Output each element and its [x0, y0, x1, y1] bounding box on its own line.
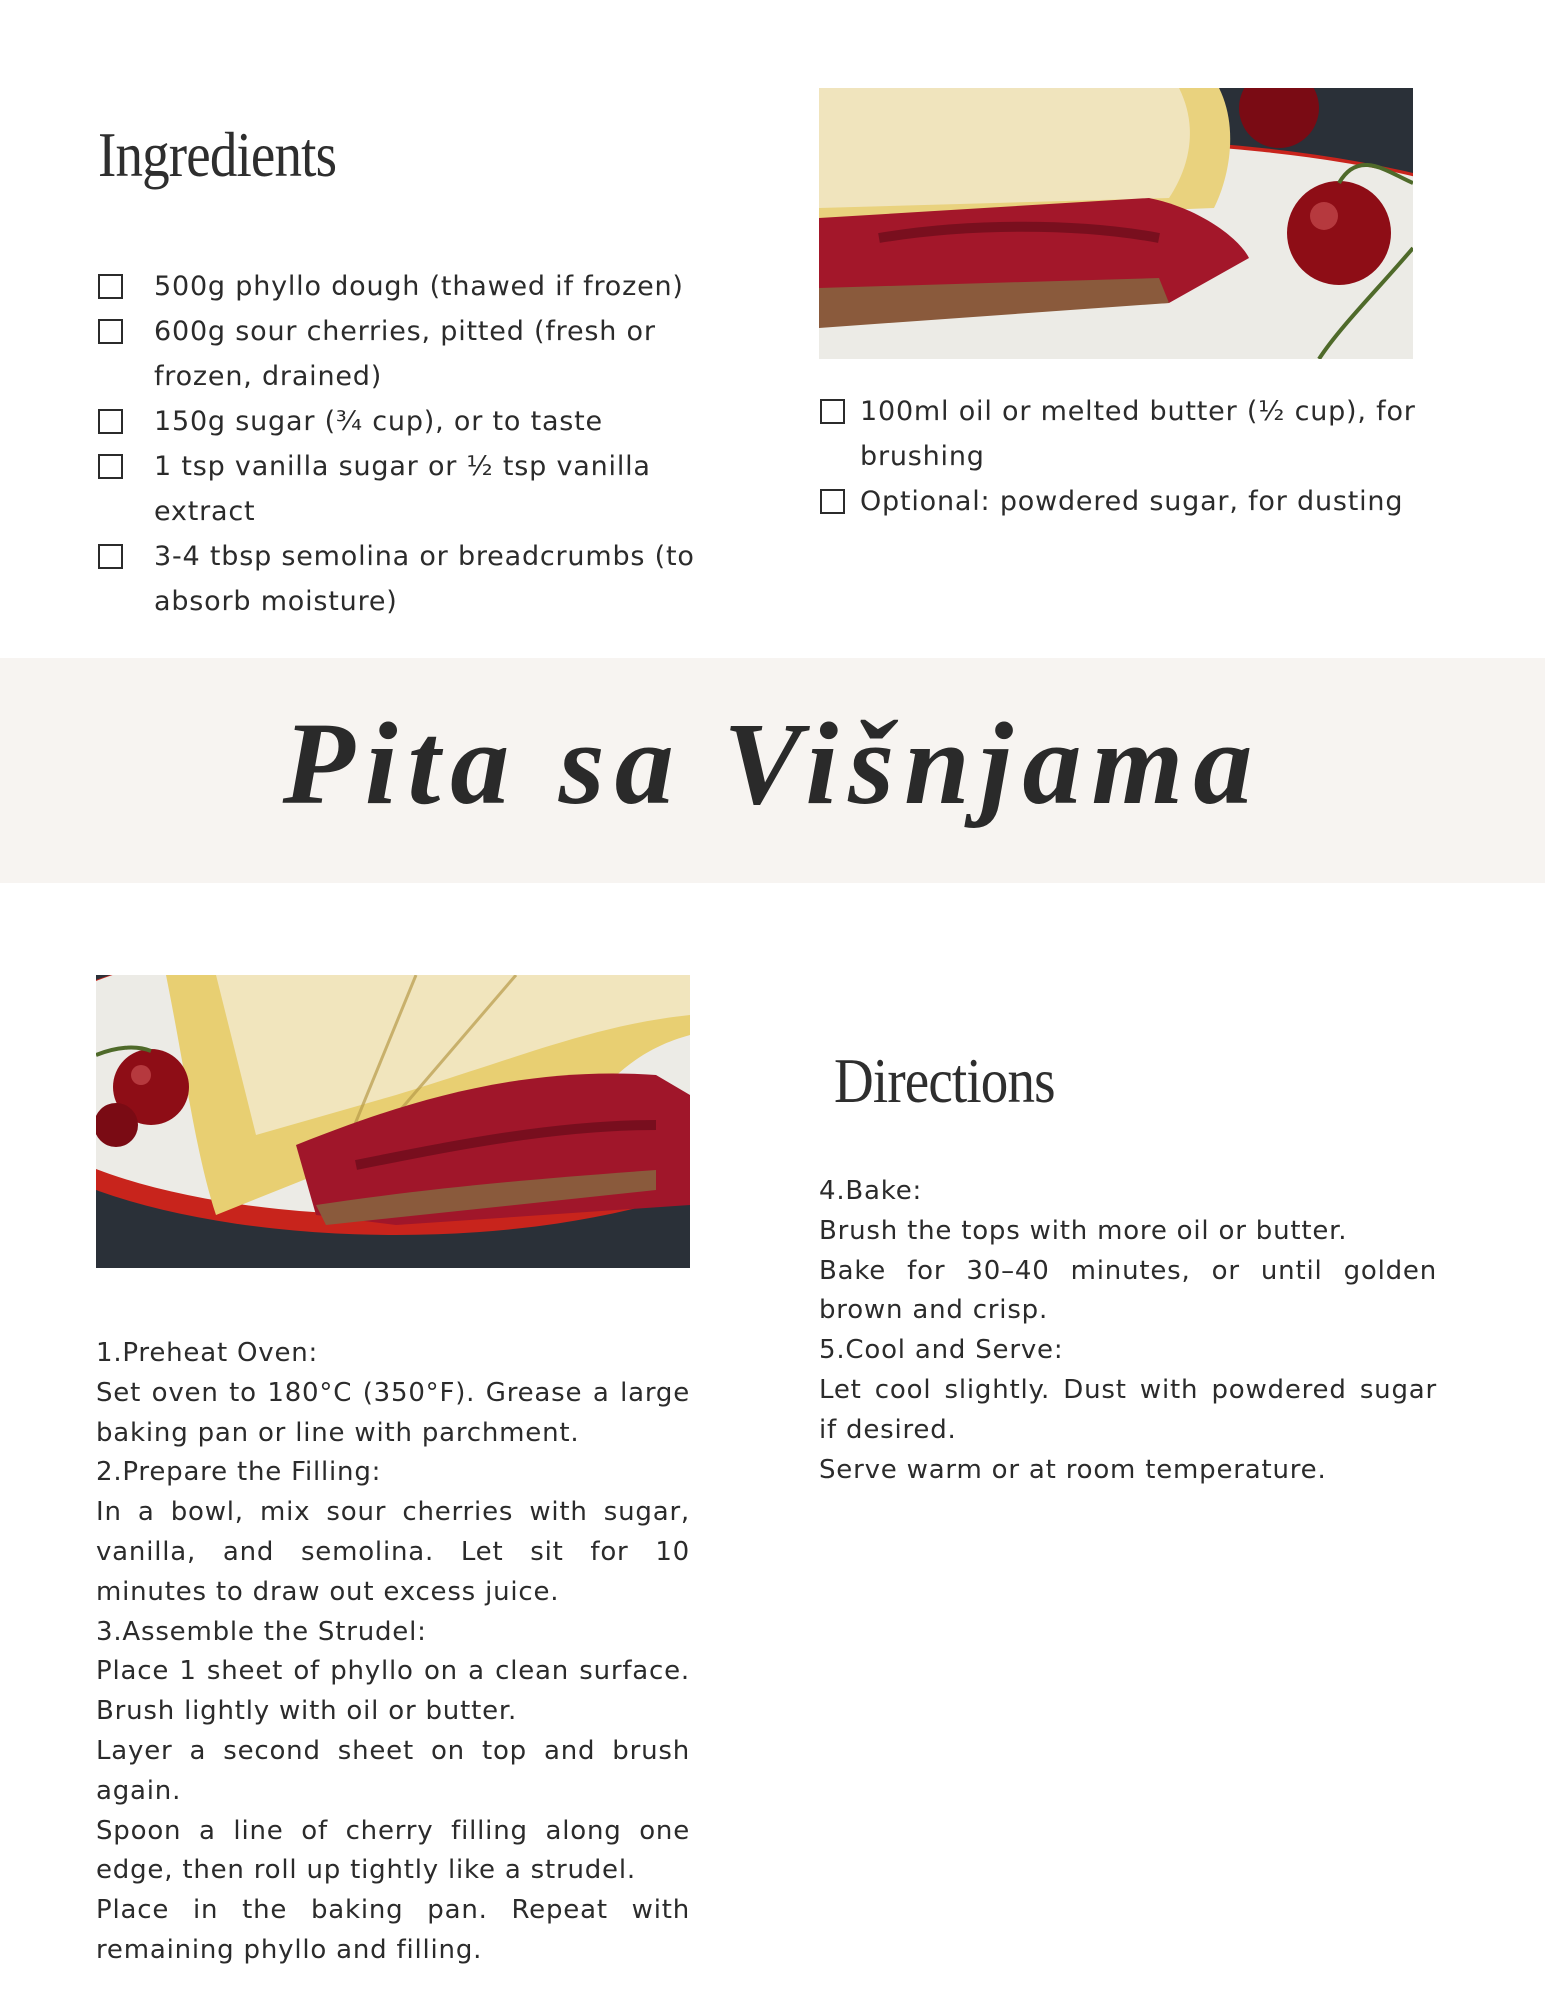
directions-right-column [819, 1172, 1437, 1490]
direction-line: Place 1 sheet of phyllo on a clean surface. Brush lightly with oil or butter. [96, 1656, 690, 1727]
strudel-photo-top-image [819, 88, 1413, 359]
ingredient-label: 150g sugar (¾ cup), or to taste [154, 406, 603, 437]
direction-line: Layer a second sheet on top and brush again. [96, 1735, 690, 1806]
ingredient-label: 500g phyllo dough (thawed if frozen) [154, 271, 684, 302]
ingredient-label: 600g sour cherries, pitted (fresh or frozen, drained) [154, 316, 656, 392]
ingredient-label: 3-4 tbsp semolina or breadcrumbs (to absorb moisture) [154, 541, 695, 617]
direction-step-title: 2.Prepare the Filling: [96, 1457, 382, 1488]
ingredients-list-left [98, 264, 738, 624]
ingredient-item [98, 534, 738, 624]
direction-step-title: 5.Cool and Serve: [819, 1335, 1064, 1366]
direction-line: Brush the tops with more oil or butter. [819, 1215, 1348, 1246]
strudel-photo-top [819, 88, 1413, 359]
ingredient-checkbox[interactable] [98, 274, 123, 299]
ingredient-item [820, 479, 1420, 524]
ingredient-checkbox[interactable] [98, 454, 123, 479]
ingredient-checkbox[interactable] [820, 399, 845, 424]
ingredient-label: 100ml oil or melted butter (½ cup), for brushing [860, 396, 1416, 472]
direction-line: Spoon a line of cherry filling along one edge, then roll up tightly like a strudel. [96, 1815, 690, 1886]
strudel-photo-mid-image [96, 975, 690, 1268]
ingredient-item [820, 389, 1420, 479]
direction-line: Bake for 30–40 minutes, or until golden brown and crisp. [819, 1255, 1437, 1326]
directions-left-column [96, 1334, 690, 1971]
direction-line: Let cool slightly. Dust with powdered sugar if desired. [819, 1374, 1437, 1445]
direction-line: Serve warm or at room temperature. [819, 1454, 1327, 1485]
ingredient-item [98, 444, 738, 534]
ingredients-heading: Ingredients [98, 119, 337, 190]
direction-step-title: 4.Bake: [819, 1176, 923, 1206]
ingredient-label: 1 tsp vanilla sugar or ½ tsp vanilla extract [154, 451, 651, 527]
directions-heading: Directions [834, 1045, 1055, 1116]
ingredients-list-right [820, 389, 1420, 524]
ingredient-label: Optional: powdered sugar, for dusting [860, 486, 1404, 517]
direction-line: In a bowl, mix sour cherries with sugar, vanilla, and semolina. Let sit for 10 minutes to draw out excess juice. [96, 1497, 690, 1607]
direction-step-title: 1.Preheat Oven: [96, 1338, 319, 1368]
ingredient-checkbox[interactable] [820, 489, 845, 514]
ingredient-checkbox[interactable] [98, 319, 123, 344]
direction-line: Place in the baking pan. Repeat with remaining phyllo and filling. [96, 1895, 690, 1965]
ingredient-item [98, 309, 738, 399]
ingredient-item [98, 399, 738, 444]
ingredient-checkbox[interactable] [98, 544, 123, 569]
direction-step-title: 3.Assemble the Strudel: [96, 1616, 427, 1647]
recipe-title: Pita sa Višnjama [282, 698, 1263, 829]
direction-line: Set oven to 180°C (350°F). Grease a large baking pan or line with parchment. [96, 1377, 690, 1448]
strudel-photo-mid [96, 975, 690, 1268]
ingredient-checkbox[interactable] [98, 409, 123, 434]
ingredient-item [98, 264, 738, 309]
title-banner [0, 658, 1545, 883]
